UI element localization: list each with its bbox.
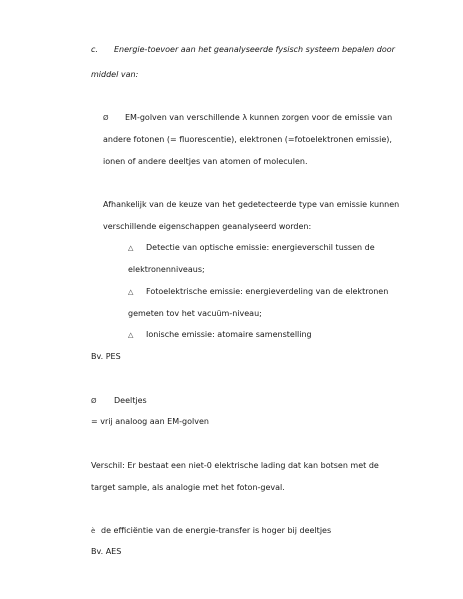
subitem-3-line-1: Ionische emissie: atomaire samenstelling [146, 330, 312, 339]
triangle-bullet-icon: △ [128, 331, 134, 339]
difference-line-2: target sample, als analogie met het foton-geval. [91, 483, 285, 492]
triangle-bullet-icon: △ [128, 288, 134, 296]
heading-label: c. [91, 45, 98, 54]
subitem-1-line-2: elektronenniveaus; [128, 265, 205, 274]
example-pes: Bv. PES [91, 352, 121, 361]
efficiency-text: de efficiëntie van de energie-transfer is hoger bij deeltjes [101, 526, 332, 535]
subitem-2-line-2: gemeten tov het vacuüm-niveau; [128, 309, 262, 318]
em-line-2: andere fotonen (= fluorescentie), elektronen (=fotoelektronen emissie), [103, 135, 392, 144]
subitem-2-line-1: Fotoelektrische emissie: energieverdeling van de elektronen [146, 287, 389, 296]
heading-line-1: Energie-toevoer aan het geanalyseerde fysisch systeem bepalen door [114, 45, 395, 54]
difference-line-1: Verschil: Er bestaat een niet-0 elektrische lading dat kan botsen met de [91, 461, 379, 470]
particles-analog: = vrij analoog aan EM-golven [91, 417, 209, 426]
dependency-line-1: Afhankelijk van de keuze van het gedetecteerde type van emissie kunnen [103, 200, 400, 209]
particles-label: Deeltjes [114, 396, 147, 405]
em-line-1: EM-golven van verschillende λ kunnen zorgen voor de emissie van [125, 113, 393, 122]
dependency-line-2: verschillende eigenschappen geanalyseerd worden: [103, 222, 312, 231]
bullet-icon: Ø [103, 114, 109, 122]
bullet-icon: Ø [91, 397, 97, 405]
example-aes: Bv. AES [91, 547, 122, 556]
em-line-3: ionen of andere deeltjes van atomen of moleculen. [103, 157, 308, 166]
subitem-1-line-1: Detectie van optische emissie: energieverschil tussen de [146, 243, 375, 252]
triangle-bullet-icon: △ [128, 244, 134, 252]
arrow-bullet-icon: è [91, 527, 96, 535]
heading-line-2: middel van: [91, 70, 139, 79]
